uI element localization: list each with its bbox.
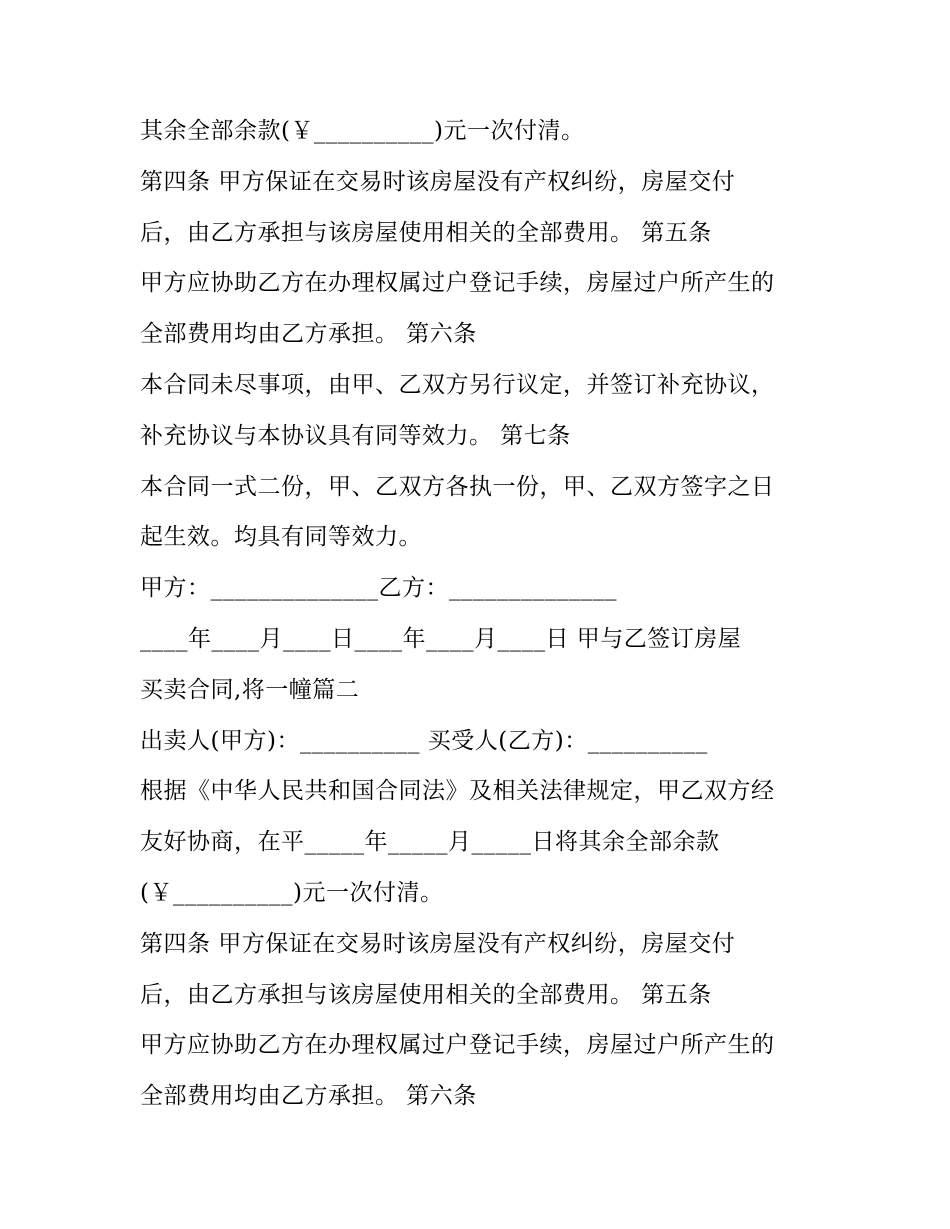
text-line: 第四条 甲方保证在交易时该房屋没有产权纠纷，房屋交付	[140, 168, 736, 195]
text-line: 全部费用均由乙方承担。 第六条	[140, 321, 477, 348]
text-line: 根据《中华人民共和国合同法》及相关法律规定，甲乙双方经	[140, 778, 775, 805]
text-line: (￥__________)元一次付清。	[140, 879, 444, 906]
text-line: 其余全部余款(￥__________)元一次付清。	[140, 118, 585, 144]
signature-line: 甲方：______________乙方：______________	[140, 575, 617, 602]
section-heading-line: 买卖合同,将一幢篇二	[140, 676, 360, 703]
text-line: 本合同一式二份，甲、乙双方各执一份，甲、乙双方签字之日	[140, 473, 775, 500]
text-line: 补充协议与本协议具有同等效力。 第七条	[140, 422, 571, 449]
text-line: 全部费用均由乙方承担。 第六条	[140, 1083, 477, 1110]
text-line: 后，由乙方承担与该房屋使用相关的全部费用。 第五条	[140, 981, 712, 1008]
text-line: 起生效。均具有同等效力。	[140, 524, 422, 551]
text-line: 后，由乙方承担与该房屋使用相关的全部费用。 第五条	[140, 219, 712, 246]
contract-text	[140, 106, 830, 1122]
parties-line: 出卖人(甲方)：__________ 买受人(乙方)：__________	[140, 727, 708, 754]
text-line: 友好协商，在平_____年_____月_____日将其余全部余款	[140, 829, 720, 856]
text-line: 本合同未尽事项，由甲、乙双方另行议定，并签订补充协议，	[140, 371, 775, 398]
text-line: 甲方应协助乙方在办理权属过户登记手续，房屋过户所产生的	[140, 270, 775, 297]
date-line: ____年____月____日____年____月____日 甲与乙签订房屋	[140, 625, 742, 652]
text-line: 第四条 甲方保证在交易时该房屋没有产权纠纷，房屋交付	[140, 930, 736, 957]
text-line: 甲方应协助乙方在办理权属过户登记手续，房屋过户所产生的	[140, 1032, 775, 1059]
